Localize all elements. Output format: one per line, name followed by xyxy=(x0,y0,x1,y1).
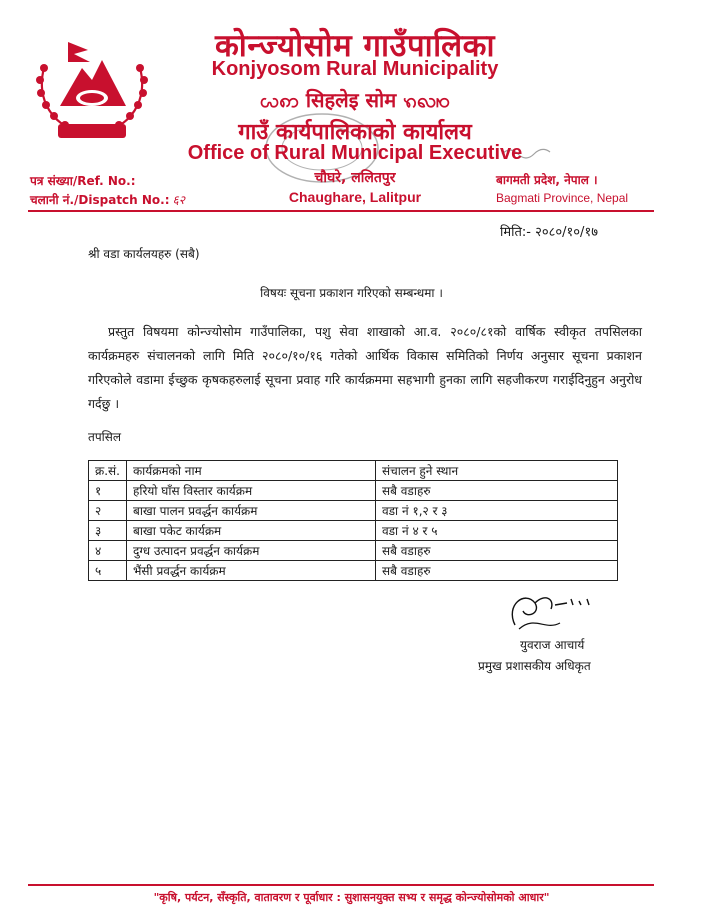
footer-motto: "कृषि, पर्यटन, सँस्कृति, वातावरण र पूर्वाधार : सुशासनयुक्त सभ्य र समृद्ध कोन्ज्योसोमको आधार" xyxy=(153,891,550,904)
municipality-name-newari: ꩬꩱ सिहलेइ सोम ꩫꩮꩯ xyxy=(259,88,451,112)
cell-program: हरियो घाँस विस्तार कार्यक्रम xyxy=(126,481,375,501)
signatory-name: युवराज आचार्य xyxy=(520,638,585,652)
cell-program: बाखा पकेट कार्यक्रम xyxy=(126,521,375,541)
table-row xyxy=(89,541,618,561)
letter-date: मिति:- २०८०/१०/१७ xyxy=(500,225,598,240)
dispatch-number-value: ६२ xyxy=(172,193,186,207)
cell-serial: ५ xyxy=(89,561,127,581)
nepal-emblem-logo xyxy=(30,28,155,146)
header-serial: क्र.सं. xyxy=(89,461,127,481)
cell-location: सबै वडाहरु xyxy=(375,541,617,561)
address-english: Chaughare, Lalitpur xyxy=(288,189,422,205)
dispatch-number xyxy=(30,191,185,208)
annex-label: तपसिल xyxy=(88,430,122,444)
office-name-nepali: गाउँ कार्यपालिकाको कार्यालय xyxy=(238,120,472,145)
header-location: संचालन हुने स्थान xyxy=(375,461,617,481)
cell-location: सबै वडाहरु xyxy=(375,481,617,501)
letter-body: प्रस्तुत विषयमा कोन्ज्योसोम गाउँपालिका, पशु सेवा शाखाको आ.व. २०८०/८१को वार्षिक स्वीकृत तपसिलका कार्यक्रमहरु संचालनको लागि मिति २०८०/१०/१६ गतेको आर्थिक विकास समितिको निर्णय अनुसार सूचना प्रकाशन गरिएकोले वडामा ईच्छुक कृषकहरुलाई सूचना प्रवाह गरि कार्यक्रममा सहभागी हुनका लागि सहजीकरण गराईदिनुहुन अनुरोध गर्दछु । xyxy=(88,324,642,411)
table-row xyxy=(89,501,618,521)
cell-serial: १ xyxy=(89,481,127,501)
province-nepali: बागमती प्रदेश, नेपाल । xyxy=(496,173,598,187)
province-english: Bagmati Province, Nepal xyxy=(496,191,629,205)
program-table xyxy=(88,460,618,581)
cell-serial: ३ xyxy=(89,521,127,541)
cell-program: भैंसी प्रवर्द्धन कार्यक्रम xyxy=(126,561,375,581)
table-row xyxy=(89,561,618,581)
ref-number-label: पत्र संख्या/Ref. No.: xyxy=(30,174,136,188)
cell-program: दुग्ध उत्पादन प्रवर्द्धन कार्यक्रम xyxy=(126,541,375,561)
signatory-title: प्रमुख प्रशासकीय अधिकृत xyxy=(478,659,591,673)
cell-serial: २ xyxy=(89,501,127,521)
cell-serial: ४ xyxy=(89,541,127,561)
table-header-row xyxy=(89,461,618,481)
cell-location: सबै वडाहरु xyxy=(375,561,617,581)
cell-program: बाखा पालन प्रवर्द्धन कार्यक्रम xyxy=(126,501,375,521)
municipality-name-nepali: कोन्ज्योसोम गाउँपालिका xyxy=(215,28,495,64)
address-nepali: चौघरे, ललितपुर xyxy=(314,170,396,186)
dispatch-number-label: चलानी नं./Dispatch No.: xyxy=(30,193,170,207)
municipality-name-english: Konjyosom Rural Municipality xyxy=(211,58,499,80)
header-program-name: कार्यक्रमको नाम xyxy=(126,461,375,481)
cell-location: वडा नं १,२ र ३ xyxy=(375,501,617,521)
letter-subject: विषयः सूचना प्रकाशन गरिएको सम्बन्धमा । xyxy=(260,286,443,300)
office-name-english: Office of Rural Municipal Executive xyxy=(187,142,523,164)
cell-location: वडा नं ४ र ५ xyxy=(375,521,617,541)
footer-divider xyxy=(28,884,654,886)
table-row xyxy=(89,521,618,541)
handwritten-signature xyxy=(505,585,600,635)
table-row xyxy=(89,481,618,501)
addressee: श्री वडा कार्यलयहरु (सबै) xyxy=(88,247,200,261)
header-divider xyxy=(28,210,654,212)
